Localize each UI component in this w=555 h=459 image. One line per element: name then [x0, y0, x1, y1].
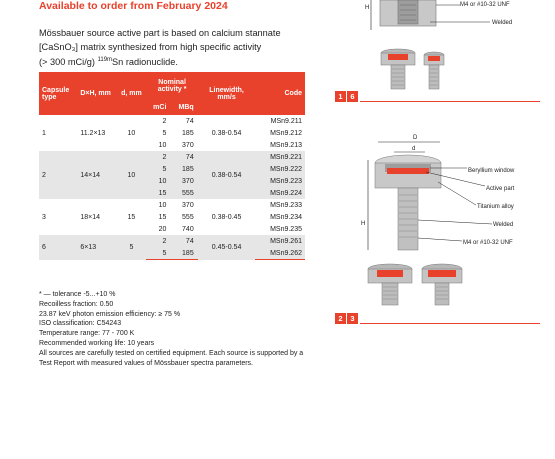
divider-bottom — [360, 323, 540, 324]
height-H-label: H — [361, 221, 366, 227]
capsule-1-6-drawing — [330, 0, 555, 105]
cell-mci: 5 — [146, 163, 170, 175]
cell-code: MSn9.235 — [270, 225, 302, 233]
table-row — [39, 151, 305, 163]
cell-mbq: 74 — [170, 151, 197, 163]
intro-radionuclide: Sn radionuclide. — [112, 57, 178, 68]
divider-top — [360, 101, 540, 102]
table-body — [39, 115, 305, 260]
cell-linewidth: 0.38-0.54 — [211, 129, 242, 137]
cell-mci: 10 — [158, 141, 167, 149]
cell-capsule-type: 2 — [39, 151, 77, 199]
cell-code: MSn9.221 — [255, 151, 305, 163]
cell-capsule-type: 3 — [42, 213, 46, 221]
cell-code: MSn9.224 — [255, 187, 305, 199]
cell-code: MSn9.211 — [270, 117, 302, 125]
capsule-2-cutaway — [375, 155, 441, 250]
active-part-red — [387, 168, 429, 174]
cell-code: MSn9.222 — [255, 163, 305, 175]
note-iso: ISO classification: C54243 — [39, 320, 122, 328]
badge-type-1: 1 — [335, 91, 346, 102]
cell-mbq: 185 — [170, 163, 197, 175]
cell-d: 15 — [127, 213, 136, 221]
header-capsule-type: Capsule type — [39, 72, 77, 115]
header-dxh: D×H, mm — [77, 72, 116, 115]
capsule-6-3d — [424, 52, 444, 89]
badge-group-bottom — [335, 313, 359, 324]
cell-mbq: 370 — [170, 175, 197, 187]
table-row — [39, 235, 305, 247]
titanium-alloy-label: Titanium alloy — [477, 204, 514, 210]
header-code: Code — [255, 72, 305, 115]
cell-mci: 10 — [146, 175, 170, 187]
welded-label-top: Welded — [492, 20, 513, 26]
note-tolerance: * — tolerance -5...+10 % — [39, 291, 116, 298]
cell-mci: 5 — [162, 129, 167, 137]
header-mbq: MBq — [170, 99, 197, 115]
intro-line-3 — [39, 54, 319, 70]
capsule-1-3d — [381, 49, 415, 89]
table-row — [39, 199, 305, 211]
cell-dxh: 18×14 — [80, 213, 101, 221]
figures-column — [330, 0, 555, 459]
page-heading: Available to order from February 2024 — [39, 0, 228, 12]
cell-linewidth: 0.38-0.54 — [198, 151, 256, 199]
note-photon: 23.87 keV photon emission efficiency: ≥ 75 % — [39, 310, 181, 318]
diameter-D-label: D — [413, 135, 418, 141]
intro-line-1: Mössbauer source active part is based on calcium stannate — [39, 28, 281, 38]
cell-code: MSn9.212 — [270, 129, 302, 137]
intro-text — [39, 27, 319, 70]
cell-code: MSn9.261 — [255, 235, 305, 247]
note-temperature: Temperature range: 77 - 700 K — [39, 330, 135, 338]
cell-mci: 15 — [146, 187, 170, 199]
thread-label-bottom: M4 or #10-32 UNF — [463, 240, 513, 246]
capsule-2-3-drawing — [330, 120, 555, 320]
badge-type-3: 3 — [347, 313, 358, 324]
capsule-2-3d — [368, 264, 412, 305]
cell-dxh: 11.2×13 — [80, 129, 106, 137]
beryllium-window-label: Beryllium window — [468, 168, 515, 174]
badge-type-6: 6 — [347, 91, 358, 102]
welded-label-bottom: Welded — [493, 222, 514, 228]
header-nominal-activity: Nominal activity * — [146, 72, 197, 99]
cell-mci: 2 — [146, 235, 170, 247]
cell-mbq: 370 — [182, 201, 194, 209]
cell-linewidth: 0.45-0.54 — [198, 235, 256, 260]
thread-label-top: M4 or #10-32 UNF — [460, 2, 510, 8]
cell-mbq: 74 — [170, 235, 197, 247]
isotope-mass-number: 119m — [97, 57, 113, 63]
cell-mbq: 555 — [170, 187, 197, 199]
cell-d: 10 — [127, 129, 136, 137]
cell-mbq: 185 — [170, 247, 197, 260]
cell-dxh: 14×14 — [77, 151, 116, 199]
cell-mbq: 185 — [182, 129, 194, 137]
diameter-d-label: d — [412, 146, 416, 152]
intro-line-2: [CaSnO₃] matrix synthesized from high specific activity — [39, 41, 262, 52]
cell-d: 5 — [116, 235, 146, 260]
cell-mci: 20 — [158, 225, 167, 233]
header-d: d, mm — [116, 72, 146, 115]
note-recoilless: Recoilless fraction: 0.50 — [39, 300, 114, 308]
header-mci: mCi — [146, 99, 170, 115]
cell-code: MSn9.233 — [270, 201, 302, 209]
cell-code: MSn9.234 — [270, 213, 302, 221]
cell-code: MSn9.213 — [270, 141, 302, 149]
cell-mci: 10 — [158, 201, 167, 209]
height-label-top: H — [365, 5, 370, 11]
badge-type-2: 2 — [335, 313, 346, 324]
cell-linewidth: 0.38-0.45 — [211, 213, 242, 221]
cell-mci: 2 — [162, 117, 167, 125]
notes — [39, 290, 314, 368]
capsule-3-3d — [422, 264, 462, 305]
cell-capsule-type: 1 — [42, 129, 46, 137]
cell-code: MSn9.262 — [255, 247, 305, 260]
badge-group-top — [335, 91, 359, 102]
note-certified: All sources are carefully tested on certified equipment. Each source is supported by a Test Report with measured values of Mössbauer spectra parameters. — [39, 349, 304, 367]
cell-mci: 15 — [158, 213, 167, 221]
note-working-life: Recommended working life: 10 years — [39, 339, 155, 347]
cell-mci: 2 — [146, 151, 170, 163]
active-part-label: Active part — [486, 186, 515, 192]
table-row — [39, 115, 305, 127]
cell-dxh: 6×13 — [77, 235, 116, 260]
header-linewidth: Linewidth, mm/s — [198, 72, 256, 115]
intro-activity: (> 300 mCi/g) — [39, 57, 98, 68]
cell-capsule-type: 6 — [39, 235, 77, 260]
cell-d: 10 — [116, 151, 146, 199]
cell-code: MSn9.223 — [255, 175, 305, 187]
cell-mci: 5 — [146, 247, 170, 260]
capsule-table — [39, 72, 305, 260]
cell-mbq: 740 — [182, 225, 194, 233]
cell-mbq: 370 — [182, 141, 194, 149]
cell-mbq: 74 — [185, 117, 194, 125]
cell-mbq: 555 — [182, 213, 194, 221]
